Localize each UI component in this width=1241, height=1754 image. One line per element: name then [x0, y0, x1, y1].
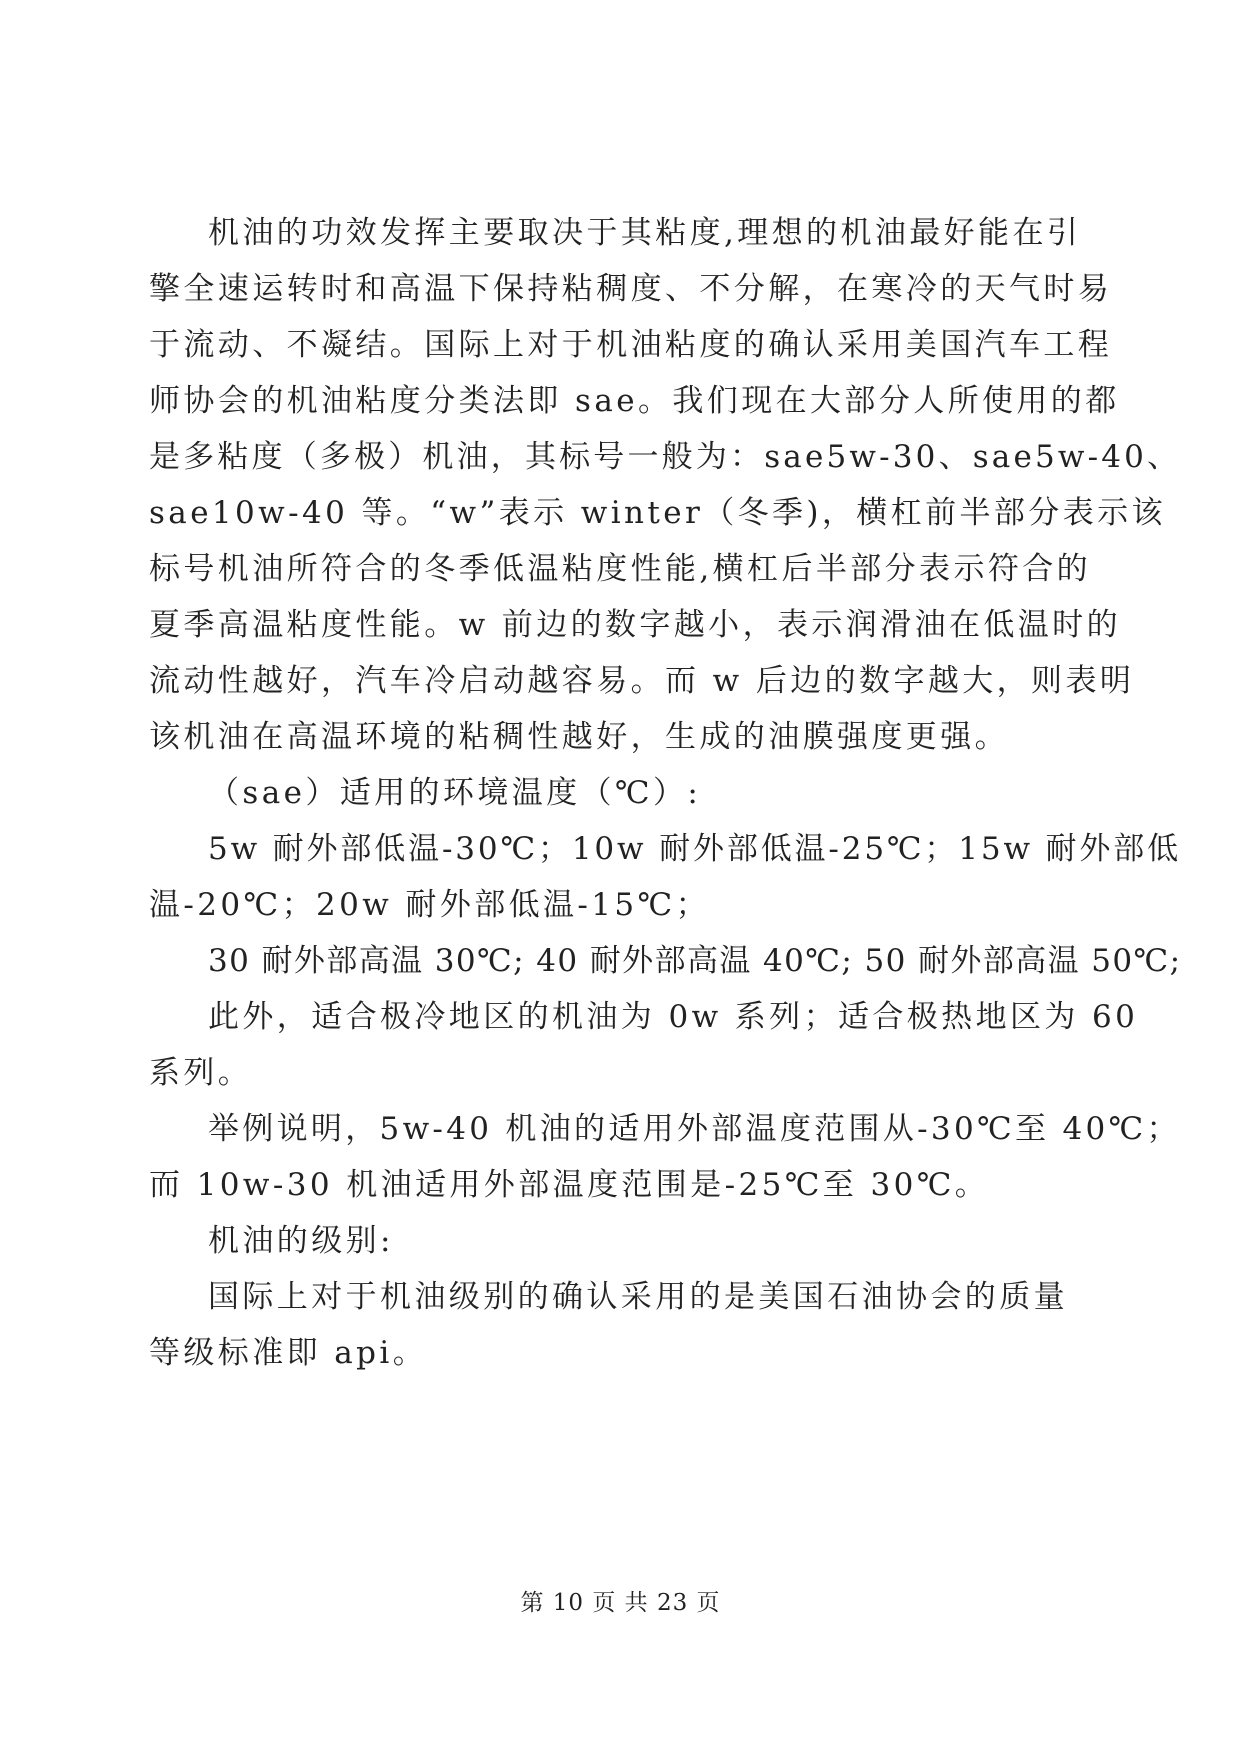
text-line: 机油的功效发挥主要取决于其粘度,理想的机油最好能在引 — [208, 215, 1082, 251]
text-line: 而 10w-30 机油适用外部温度范围是-25℃至 30℃。 — [149, 1167, 990, 1203]
text-line: 此外，适合极冷地区的机油为 0w 系列；适合极热地区为 60 — [208, 999, 1139, 1035]
section-heading: 机油的级别: — [208, 1223, 394, 1259]
text-line: 系列。 — [149, 1055, 253, 1091]
page-footer: 第 10 页 共 23 页 — [520, 1590, 721, 1616]
text-line: 等级标准即 api。 — [149, 1335, 428, 1371]
text-line: 5w 耐外部低温-30℃；10w 耐外部低温-25℃；15w 耐外部低 — [208, 831, 1181, 867]
text-line: 流动性越好，汽车冷启动越容易。而 w 后边的数字越大，则表明 — [149, 663, 1135, 699]
text-line: 擎全速运转时和高温下保持粘稠度、不分解，在寒冷的天气时易 — [149, 271, 1113, 307]
text-line: sae10w-40 等。“w”表示 winter（冬季)，横杠前半部分表示该 — [149, 495, 1166, 531]
text-line: 30 耐外部高温 30℃; 40 耐外部高温 40℃; 50 耐外部高温 50℃; — [208, 943, 1182, 979]
text-line: 举例说明，5w-40 机油的适用外部温度范围从-30℃至 40℃； — [208, 1111, 1181, 1147]
text-line: 夏季高温粘度性能。w 前边的数字越小，表示润滑油在低温时的 — [149, 607, 1121, 643]
text-line: 标号机油所符合的冬季低温粘度性能,横杠后半部分表示符合的 — [149, 551, 1092, 587]
text-line: 该机油在高温环境的粘稠性越好，生成的油膜强度更强。 — [149, 719, 1009, 755]
text-line: 于流动、不凝结。国际上对于机油粘度的确认采用美国汽车工程 — [149, 327, 1113, 363]
text-line: （sae）适用的环境温度（℃）: — [208, 775, 702, 811]
text-line: 是多粘度（多极）机油，其标号一般为：sae5w-30、sae5w-40、 — [149, 439, 1182, 475]
text-line: 温-20℃；20w 耐外部低温-15℃； — [149, 887, 711, 923]
text-line: 国际上对于机油级别的确认采用的是美国石油协会的质量 — [208, 1279, 1068, 1315]
text-line: 师协会的机油粘度分类法即 sae。我们现在大部分人所使用的都 — [149, 383, 1120, 419]
